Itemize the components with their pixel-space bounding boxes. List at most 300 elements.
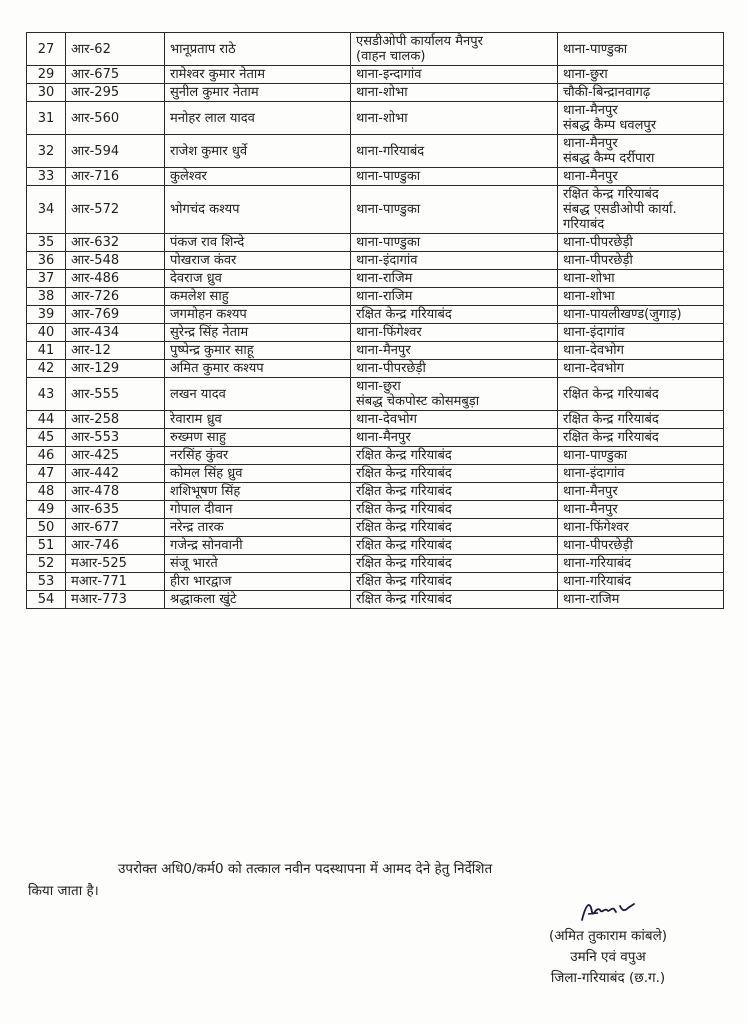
current-posting: थाना-इंदागांव	[356, 253, 418, 268]
employee-number-cell	[66, 33, 165, 66]
employee-name-cell	[165, 135, 351, 168]
current-posting-cell	[351, 573, 558, 591]
table-row	[27, 447, 724, 465]
new-posting: थाना-मैनपुर	[563, 169, 618, 184]
serial-number: 50	[37, 520, 55, 535]
new-posting: रक्षित केन्द्र गरियाबंद संबद्ध एसडीओपी कार्या. गरियाबंद	[563, 187, 677, 232]
employee-name-cell	[165, 483, 351, 501]
employee-number-cell	[66, 186, 165, 234]
current-posting-cell	[351, 324, 558, 342]
current-posting: थाना-राजिम	[356, 289, 413, 304]
employee-number: आर-746	[71, 538, 120, 553]
table-row	[27, 84, 724, 102]
employee-name-cell	[165, 306, 351, 324]
serial-number-cell	[27, 288, 66, 306]
employee-number: आर-632	[71, 235, 120, 250]
new-posting: थाना-देवभोग	[563, 361, 624, 376]
employee-name: राजेश कुमार धुर्वे	[170, 143, 248, 159]
table-row	[27, 186, 724, 234]
employee-name: नरसिंह कुंवर	[170, 448, 229, 463]
table-row	[27, 573, 724, 591]
employee-name-cell	[165, 186, 351, 234]
serial-number: 42	[37, 361, 55, 376]
current-posting-cell	[351, 483, 558, 501]
new-posting-cell	[558, 234, 724, 252]
table-row	[27, 360, 724, 378]
new-posting-cell	[558, 537, 724, 555]
current-posting-cell	[351, 33, 558, 66]
current-posting: थाना-पाण्डुका	[356, 202, 421, 217]
current-posting-cell	[351, 168, 558, 186]
table-row	[27, 33, 724, 66]
employee-number-cell	[66, 135, 165, 168]
new-posting: थाना-देवभोग	[563, 343, 624, 358]
serial-number-cell	[27, 252, 66, 270]
employee-name-cell	[165, 252, 351, 270]
employee-name: जगमोहन कश्यप	[170, 307, 247, 322]
employee-name: लखन यादव	[170, 386, 226, 402]
new-posting-cell	[558, 342, 724, 360]
serial-number-cell	[27, 306, 66, 324]
new-posting-cell	[558, 324, 724, 342]
employee-name: श्रद्धाकला खुंटे	[170, 592, 237, 607]
serial-number-cell	[27, 84, 66, 102]
new-posting-cell	[558, 66, 724, 84]
employee-name: पंकज राव शिन्दे	[170, 235, 245, 250]
employee-number: आर-716	[71, 169, 120, 184]
serial-number: 49	[37, 502, 55, 517]
employee-number: आर-553	[71, 430, 120, 445]
current-posting-cell	[351, 186, 558, 234]
current-posting-cell	[351, 378, 558, 411]
current-posting-cell	[351, 360, 558, 378]
employee-number-cell	[66, 234, 165, 252]
order-statement-text-2: किया जाता है।	[28, 883, 99, 899]
current-posting-cell	[351, 234, 558, 252]
employee-number-cell	[66, 324, 165, 342]
table-row	[27, 378, 724, 411]
employee-number: आर-258	[71, 412, 120, 427]
current-posting: थाना-पीपरछेड़ी	[356, 361, 426, 376]
table-row	[27, 234, 724, 252]
current-posting-cell	[351, 537, 558, 555]
serial-number: 34	[37, 202, 55, 217]
employee-name: भानूप्रताप राठे	[170, 41, 236, 57]
employee-number-cell	[66, 102, 165, 135]
employee-name: रेवाराम ध्रुव	[170, 412, 222, 427]
new-posting: थाना-राजिम	[563, 592, 620, 607]
current-posting: रक्षित केन्द्र गरियाबंद	[356, 484, 452, 499]
current-posting-cell	[351, 519, 558, 537]
current-posting-cell	[351, 501, 558, 519]
new-posting-cell	[558, 168, 724, 186]
employee-name-cell	[165, 360, 351, 378]
serial-number-cell	[27, 135, 66, 168]
serial-number: 27	[37, 41, 55, 57]
employee-number-cell	[66, 168, 165, 186]
current-posting: थाना-पाण्डुका	[356, 235, 421, 250]
new-posting: रक्षित केन्द्र गरियाबंद	[563, 412, 659, 427]
serial-number-cell	[27, 483, 66, 501]
new-posting: रक्षित केन्द्र गरियाबंद	[563, 430, 659, 445]
new-posting: थाना-पाण्डुका	[563, 41, 628, 57]
current-posting-cell	[351, 429, 558, 447]
employee-number-cell	[66, 519, 165, 537]
signatory-district: जिला-गरियाबंद (छ.ग.)	[550, 970, 666, 986]
serial-number: 33	[37, 169, 55, 184]
serial-number: 30	[37, 85, 55, 100]
current-posting: रक्षित केन्द्र गरियाबंद	[356, 466, 452, 481]
new-posting: थाना-इंदागांव	[563, 466, 625, 481]
transfer-table-body	[27, 33, 724, 609]
employee-number-cell	[66, 429, 165, 447]
handwritten-signature	[576, 898, 640, 924]
employee-name-cell	[165, 555, 351, 573]
employee-name: देवराज ध्रुव	[170, 271, 222, 286]
employee-number-cell	[66, 252, 165, 270]
employee-name-cell	[165, 168, 351, 186]
serial-number: 47	[37, 466, 55, 481]
employee-name-cell	[165, 591, 351, 609]
new-posting: थाना-गरियाबंद	[563, 556, 632, 571]
current-posting-cell	[351, 306, 558, 324]
employee-number-cell	[66, 360, 165, 378]
employee-name-cell	[165, 411, 351, 429]
employee-number-cell	[66, 465, 165, 483]
new-posting-cell	[558, 483, 724, 501]
employee-name-cell	[165, 234, 351, 252]
new-posting: थाना-मैनपुर	[563, 484, 618, 499]
serial-number-cell	[27, 429, 66, 447]
new-posting: रक्षित केन्द्र गरियाबंद	[563, 386, 659, 402]
new-posting-cell	[558, 555, 724, 573]
employee-number: मआर-525	[71, 556, 127, 571]
current-posting: रक्षित केन्द्र गरियाबंद	[356, 502, 452, 517]
employee-number-cell	[66, 66, 165, 84]
employee-name-cell	[165, 84, 351, 102]
serial-number: 43	[37, 386, 55, 402]
table-row	[27, 135, 724, 168]
current-posting: थाना-देवभोग	[356, 412, 417, 427]
employee-name-cell	[165, 378, 351, 411]
new-posting: थाना-फिंगेश्वर	[563, 520, 629, 535]
current-posting: थाना-फिंगेश्वर	[356, 325, 422, 340]
employee-name-cell	[165, 324, 351, 342]
employee-name: संजू भारते	[170, 556, 218, 571]
employee-number: आर-560	[71, 110, 120, 126]
serial-number-cell	[27, 537, 66, 555]
serial-number-cell	[27, 324, 66, 342]
serial-number-cell	[27, 447, 66, 465]
employee-number-cell	[66, 288, 165, 306]
employee-name-cell	[165, 66, 351, 84]
current-posting: थाना-छुरा संबद्ध चेकपोस्ट कोसमबुड़ा	[356, 379, 480, 409]
employee-number: आर-677	[71, 520, 120, 535]
serial-number: 38	[37, 289, 55, 304]
new-posting-cell	[558, 135, 724, 168]
employee-name: भोगचंद कश्यप	[170, 202, 240, 217]
employee-name-cell	[165, 501, 351, 519]
table-row	[27, 342, 724, 360]
table-row	[27, 411, 724, 429]
employee-number: आर-486	[71, 271, 120, 286]
employee-name: हीरा भारद्वाज	[170, 574, 232, 589]
current-posting: थाना-राजिम	[356, 271, 413, 286]
new-posting: थाना-शोभा	[563, 289, 615, 304]
employee-number-cell	[66, 573, 165, 591]
current-posting: थाना-पाण्डुका	[356, 169, 421, 184]
serial-number-cell	[27, 186, 66, 234]
employee-name: रुख्मण साहु	[170, 430, 226, 445]
employee-number-cell	[66, 306, 165, 324]
serial-number-cell	[27, 102, 66, 135]
employee-number: आर-478	[71, 484, 120, 499]
current-posting: रक्षित केन्द्र गरियाबंद	[356, 448, 452, 463]
employee-number: आर-548	[71, 253, 120, 268]
current-posting: रक्षित केन्द्र गरियाबंद	[356, 520, 452, 535]
table-row	[27, 288, 724, 306]
table-row	[27, 537, 724, 555]
employee-number: आर-12	[71, 343, 111, 358]
employee-name: कोमल सिंह ध्रुव	[170, 466, 243, 481]
serial-number-cell	[27, 360, 66, 378]
new-posting-cell	[558, 429, 724, 447]
employee-number: आर-726	[71, 289, 120, 304]
employee-number: आर-594	[71, 143, 120, 159]
current-posting: थाना-मैनपुर	[356, 430, 411, 445]
new-posting: थाना-पीपरछेड़ी	[563, 253, 633, 268]
new-posting-cell	[558, 573, 724, 591]
employee-name: अमित कुमार कश्यप	[170, 361, 264, 376]
employee-number: मआर-771	[71, 574, 127, 589]
current-posting-cell	[351, 270, 558, 288]
order-statement	[28, 858, 708, 902]
employee-name-cell	[165, 270, 351, 288]
current-posting-cell	[351, 102, 558, 135]
new-posting: थाना-मैनपुर संबद्ध कैम्प धवलपुर	[563, 103, 657, 133]
signatory-name: (अमित तुकाराम कांबले)	[548, 928, 668, 944]
new-posting-cell	[558, 591, 724, 609]
employee-number-cell	[66, 342, 165, 360]
new-posting-cell	[558, 270, 724, 288]
serial-number-cell	[27, 66, 66, 84]
employee-name: कमलेश साहु	[170, 289, 229, 304]
new-posting: थाना-मैनपुर संबद्ध कैम्प दर्रीपारा	[563, 136, 655, 166]
new-posting-cell	[558, 378, 724, 411]
serial-number: 39	[37, 307, 55, 322]
current-posting-cell	[351, 555, 558, 573]
new-posting: थाना-शोभा	[563, 271, 615, 286]
signatory-designation: उमनि एवं वपुअ	[570, 949, 646, 965]
signature-block	[508, 898, 708, 989]
new-posting-cell	[558, 186, 724, 234]
serial-number-cell	[27, 234, 66, 252]
table-row	[27, 306, 724, 324]
serial-number: 52	[37, 556, 55, 571]
serial-number: 41	[37, 343, 55, 358]
employee-name: पोखराज कंवर	[170, 253, 237, 268]
serial-number-cell	[27, 168, 66, 186]
new-posting: चौकी-बिन्द्रानवागढ़	[563, 85, 651, 100]
new-posting-cell	[558, 288, 724, 306]
serial-number-cell	[27, 501, 66, 519]
current-posting-cell	[351, 447, 558, 465]
employee-name-cell	[165, 537, 351, 555]
employee-number: आर-425	[71, 448, 120, 463]
new-posting-cell	[558, 447, 724, 465]
employee-number-cell	[66, 270, 165, 288]
employee-number-cell	[66, 555, 165, 573]
serial-number: 32	[37, 143, 55, 159]
table-row	[27, 102, 724, 135]
serial-number-cell	[27, 33, 66, 66]
employee-name: गोपाल दीवान	[170, 502, 233, 517]
new-posting-cell	[558, 411, 724, 429]
employee-number: आर-769	[71, 307, 120, 322]
table-row	[27, 555, 724, 573]
table-row	[27, 519, 724, 537]
employee-name-cell	[165, 102, 351, 135]
employee-name-cell	[165, 447, 351, 465]
employee-number-cell	[66, 483, 165, 501]
serial-number: 53	[37, 574, 55, 589]
serial-number: 29	[37, 67, 55, 82]
serial-number: 54	[37, 592, 55, 607]
new-posting: थाना-गरियाबंद	[563, 574, 632, 589]
current-posting: थाना-इन्दागांव	[356, 67, 422, 82]
new-posting-cell	[558, 501, 724, 519]
current-posting-cell	[351, 411, 558, 429]
employee-number-cell	[66, 378, 165, 411]
serial-number-cell	[27, 270, 66, 288]
current-posting: रक्षित केन्द्र गरियाबंद	[356, 538, 452, 553]
employee-name: मनोहर लाल यादव	[170, 110, 255, 126]
employee-name: कुलेश्वर	[170, 169, 207, 184]
employee-number: आर-129	[71, 361, 120, 376]
table-row	[27, 501, 724, 519]
order-statement-line-1	[28, 858, 708, 880]
new-posting: थाना-इंदागांव	[563, 325, 625, 340]
current-posting-cell	[351, 135, 558, 168]
current-posting: रक्षित केन्द्र गरियाबंद	[356, 556, 452, 571]
employee-name: गजेन्द्र सोनवानी	[170, 538, 243, 553]
new-posting: थाना-छुरा	[563, 67, 608, 82]
new-posting: थाना-पाण्डुका	[563, 448, 628, 463]
employee-number: आर-572	[71, 202, 120, 217]
new-posting-cell	[558, 465, 724, 483]
order-statement-text-1: उपरोक्त अधि0/कर्म0 को तत्काल नवीन पदस्थापना में आमद देने हेतु निर्देशित	[118, 861, 493, 877]
employee-name: रामेश्वर कुमार नेताम	[170, 67, 266, 82]
table-row	[27, 270, 724, 288]
employee-name-cell	[165, 519, 351, 537]
new-posting: थाना-पीपरछेड़ी	[563, 235, 633, 250]
current-posting: रक्षित केन्द्र गरियाबंद	[356, 574, 452, 589]
employee-number: आर-555	[71, 386, 120, 402]
serial-number: 31	[37, 110, 55, 126]
serial-number: 36	[37, 253, 55, 268]
transfer-table	[26, 32, 724, 609]
employee-name: शशिभूषण सिंह	[170, 484, 241, 499]
employee-number-cell	[66, 447, 165, 465]
serial-number: 51	[37, 538, 55, 553]
employee-number: आर-675	[71, 67, 120, 82]
table-row	[27, 483, 724, 501]
current-posting-cell	[351, 84, 558, 102]
serial-number-cell	[27, 411, 66, 429]
current-posting: थाना-गरियाबंद	[356, 143, 425, 159]
new-posting-cell	[558, 306, 724, 324]
employee-number: आर-635	[71, 502, 120, 517]
employee-name-cell	[165, 465, 351, 483]
table-row	[27, 252, 724, 270]
serial-number-cell	[27, 519, 66, 537]
employee-number: आर-295	[71, 85, 120, 100]
current-posting-cell	[351, 465, 558, 483]
serial-number: 44	[37, 412, 55, 427]
table-row	[27, 429, 724, 447]
serial-number: 46	[37, 448, 55, 463]
employee-name-cell	[165, 33, 351, 66]
employee-number: आर-62	[71, 41, 111, 57]
employee-number-cell	[66, 591, 165, 609]
current-posting-cell	[351, 66, 558, 84]
employee-number-cell	[66, 411, 165, 429]
employee-name: पुष्पेन्द्र कुमार साहू	[170, 343, 254, 358]
new-posting-cell	[558, 360, 724, 378]
table-row	[27, 324, 724, 342]
serial-number-cell	[27, 342, 66, 360]
serial-number-cell	[27, 573, 66, 591]
new-posting-cell	[558, 519, 724, 537]
serial-number: 48	[37, 484, 55, 499]
current-posting: रक्षित केन्द्र गरियाबंद	[356, 307, 452, 322]
current-posting: थाना-शोभा	[356, 110, 408, 126]
employee-name-cell	[165, 342, 351, 360]
serial-number: 40	[37, 325, 55, 340]
new-posting: थाना-मैनपुर	[563, 502, 618, 517]
table-row	[27, 66, 724, 84]
employee-name-cell	[165, 429, 351, 447]
new-posting-cell	[558, 33, 724, 66]
serial-number: 45	[37, 430, 55, 445]
employee-name: सुरेन्द्र सिंह नेताम	[170, 325, 249, 340]
employee-number: आर-442	[71, 466, 120, 481]
table-row	[27, 591, 724, 609]
employee-name: सुनील कुमार नेताम	[170, 85, 259, 100]
employee-number: आर-434	[71, 325, 120, 340]
new-posting: थाना-पायलीखण्ड(जुगाड़)	[563, 307, 682, 322]
new-posting-cell	[558, 252, 724, 270]
current-posting-cell	[351, 252, 558, 270]
employee-number-cell	[66, 84, 165, 102]
current-posting-cell	[351, 591, 558, 609]
serial-number: 37	[37, 271, 55, 286]
table-row	[27, 465, 724, 483]
current-posting: एसडीओपी कार्यालय मैनपुर (वाहन चालक)	[356, 34, 483, 64]
employee-name-cell	[165, 573, 351, 591]
serial-number-cell	[27, 591, 66, 609]
serial-number: 35	[37, 235, 55, 250]
current-posting: थाना-मैनपुर	[356, 343, 411, 358]
employee-number-cell	[66, 501, 165, 519]
serial-number-cell	[27, 378, 66, 411]
new-posting-cell	[558, 84, 724, 102]
current-posting-cell	[351, 288, 558, 306]
employee-number: मआर-773	[71, 592, 127, 607]
serial-number-cell	[27, 555, 66, 573]
table-row	[27, 168, 724, 186]
serial-number-cell	[27, 465, 66, 483]
